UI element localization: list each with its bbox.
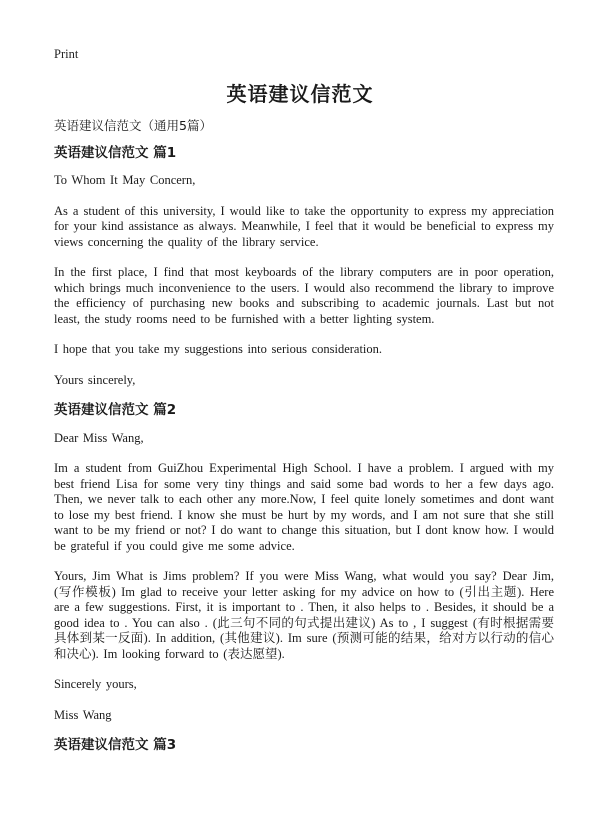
paragraph: I hope that you take my suggestions into serious consideration.: [54, 342, 383, 356]
paragraph: Yours, Jim What is Jims problem? If you were Miss Wang, what would you say? Dear Jim, (写作模板) Im glad to receive your letter asking for my advice on how to (引出主题). Here are a few suggestions. First, it is important to . Then, it also helps to . Besides, it should be a good idea to . You can also . (此三句不同的句式提出建议) As to , I suggest (有时根据需要具体到某一反面). In addition, (其他建议). Im sure (预测可能的结果，给对方以行动的信心和决心). Im looking forward to (表达愿望).: [54, 569, 554, 661]
paragraph: In the first place, I find that most keyboards of the library computers are in poor operation, which brings much inconvenience to the users. I would also recommend the library to improve the efficiency of purchasing new books and subscribing to academic journals. Last but not least, the study rooms need to be furnished with a better lighting system.: [54, 265, 554, 326]
document-title: 英语建议信范文: [226, 82, 374, 106]
document-body: [54, 118, 554, 766]
paragraph: As a student of this university, I would like to take the opportunity to express my appreciation for your kind assistance as always. Meanwhile, I feel that it would be beneficial to express my views concerning the quality of the library service.: [54, 203, 554, 249]
section-2: [54, 431, 554, 724]
document-subtitle: 英语建议信范文（通用5篇）: [54, 118, 212, 133]
section-1: [54, 173, 554, 388]
salutation: To Whom It May Concern,: [54, 173, 196, 187]
print-link[interactable]: Print: [54, 47, 79, 61]
closing: Yours sincerely,: [54, 372, 136, 387]
section-heading-2: 英语建议信范文 篇2: [54, 402, 177, 418]
section-heading-3: 英语建议信范文 篇3: [54, 737, 177, 753]
closing: Sincerely yours,: [54, 677, 137, 691]
paragraph: Im a student from GuiZhou Experimental High School. I have a problem. I argued with my best friend Lisa for some very tiny things and said some bad words to her a few days ago. Then, we never talk to each other any more.Now, I feel quite lonely sometimes and dont want to lose my best friend. I know she must be hurt by my words, and I am not sure that she still want to be my friend or not? I do want to change this situation, but I dont know how. I would be grateful if you could give me some advice.: [54, 461, 554, 553]
signature: Miss Wang: [54, 707, 112, 722]
salutation: Dear Miss Wang,: [54, 430, 144, 445]
section-heading-1: 英语建议信范文 篇1: [54, 144, 177, 161]
